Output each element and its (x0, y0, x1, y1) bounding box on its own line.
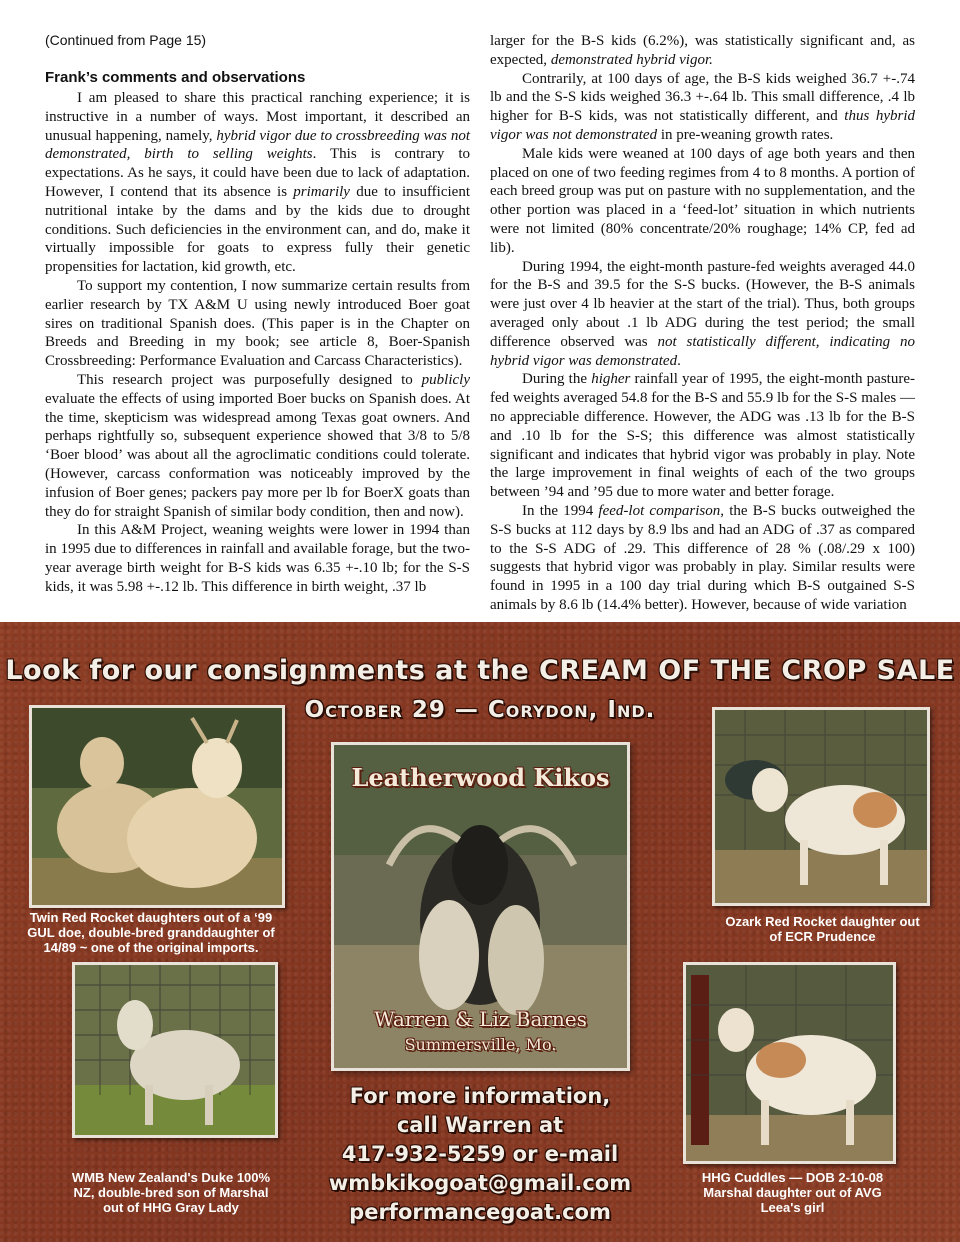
body-text: Contrarily, at 100 days of age, the B-S kids weighed 36.7 +-.74 lb and the S-S kids weighed 36.3 +-.64 lb. This small difference, .4 lb higher for B-S kids, was not statistically different, and (490, 70, 915, 125)
body-text: . This is contrary to expectations. As he says, it could have been due to lack of adaptation. However, I contend that its absence is (45, 146, 470, 200)
contact-email[interactable]: wmbkikogoat@gmail.com (328, 1171, 632, 1195)
body-text: This research project was purposefully designed to (77, 371, 422, 388)
body-text: To support my contention, I now summarize certain results from earlier research by TX A&M U using newly introduced Boer goat sires on traditional Spanish does. (This paper is in the Chapter on Breeds and Breeding in my book; see article 8, Boer-Spanish Crossbreeding: Performance Evaluation and Carcass Characteristics). (45, 277, 470, 370)
article-paragraph (490, 70, 915, 145)
italic-text: primarily (293, 183, 350, 200)
brand-name: Leatherwood Kikos (351, 763, 610, 792)
owners-name: Warren & Liz Barnes (374, 1007, 587, 1031)
article-paragraph (45, 521, 470, 596)
ad-subline: October 29 — Corydon, Ind. (304, 697, 656, 723)
advertisement (0, 622, 960, 1242)
photo-hhg-cuddles (683, 962, 896, 1164)
body-text: , the B-S bucks outweighed the S-S bucks at 112 days by 8.9 lbs and had an ADG of .37 as compared to the S-S ADG of .29. This difference of 28 % (.08/.29 x 100) suggests that hybrid vigor was probably in play. Similar results were found in 1995 in a 100 day trial during which B-S outgained S-S animals by 8.6 lb (14.4% better). However, because of wide variation (490, 502, 915, 613)
ad-headline: Look for our consignments at the CREAM OF THE CROP SALE (5, 655, 955, 686)
leatherwood-kikos-logo (331, 742, 630, 1071)
contact-phone: 417-932-5259 or e-mail (341, 1142, 619, 1166)
right-paragraphs (490, 32, 915, 615)
body-text: rainfall year of 1995, the eight-month pasture-fed weights averaged 54.8 for the B-S and 55.9 lb for the S-S males — no appreciable difference. However, the ADG was .13 lb for the B-S and .10 lb for the S-S; this difference was almost statistically significant and indicates that hybrid vigor was probably in play. Note the large improvement in final weights of each of the two groups between ’94 and ’95 due to more water and better forage. (490, 371, 915, 501)
body-text: In this A&M Project, weaning weights were lower in 1994 than in 1995 due to differences in rainfall and available forage, but the two-year average birth weight for B-S kids was 6.35 +-.10 lb; for the S-S kids, it was 5.98 +-.12 lb. This difference in birth weight, .37 lb (45, 522, 470, 595)
continued-note: (Continued from Page 15) (45, 32, 207, 48)
body-text: I am pleased to share this practical ranching experience; it is instructive in a number of ways. Most important, it described an unusual happening, namely, (45, 90, 470, 144)
contact-website[interactable]: performancegoat.com (349, 1200, 611, 1224)
body-text: During 1994, the eight-month pasture-fed weights averaged 44.0 for the B-S and 39.5 for the S-S bucks. (However, the B-S animals were just over 4 lb heavier at the start of the trial). Thus, both groups averaged only about .1 lb ADG during the test period; the small difference observed was (490, 258, 915, 350)
caption-twin-does: Twin Red Rocket daughters out of a ‘99 GUL doe, double-bred granddaughter of 14/89 ~ one of the original imports. (27, 910, 275, 955)
article-right-column (490, 32, 915, 615)
article-heading: Frank’s comments and observations (45, 69, 306, 86)
italic-text: not statistically different, indicating no hybrid vigor was demonstrated (490, 333, 915, 369)
italic-text: publicly (421, 371, 470, 388)
italic-text: demonstrated hybrid vigor. (550, 51, 713, 68)
caption-hhg-cuddles: HHG Cuddles — DOB 2-10-08 Marshal daughter out of AVG Leea's girl (701, 1170, 884, 1215)
body-text: During the (522, 371, 592, 388)
photo-twin-does (29, 705, 285, 908)
caption-nz-duke: WMB New Zealand's Duke 100% NZ, double-bred son of Marshal out of HHG Gray Lady (71, 1170, 271, 1215)
italic-text: feed-lot comparison (598, 502, 721, 519)
article-paragraph (45, 371, 470, 521)
body-text: due to insufficient nutritional intake by the dams and by the kids due to drought conditions. Such deficiencies in the environment can, and do, make it virtually impossible for goats to express fully their genetic propensities for lactation, kid growth, etc. (45, 183, 470, 276)
owners-town: Summersville, Mo. (404, 1035, 557, 1054)
article-paragraph (490, 145, 915, 258)
article-left-column (45, 68, 470, 597)
article-paragraph (490, 32, 915, 70)
article-paragraph (490, 370, 915, 502)
article-paragraph (45, 89, 470, 277)
body-text: larger for the B-S kids (6.2%), was statistically significant and, as expected, (490, 33, 915, 68)
photo-ozark-red-rocket (712, 707, 930, 906)
article-paragraph (45, 277, 470, 371)
contact-line-1: For more information, (349, 1084, 611, 1108)
italic-text: hybrid vigor due to crossbreeding was not demonstrated, birth to selling weights (45, 127, 470, 163)
left-paragraphs (45, 89, 470, 597)
article-paragraph (490, 502, 915, 615)
italic-text: higher (591, 371, 631, 388)
contact-line-2: call Warren at (396, 1113, 564, 1137)
caption-ozark-red-rocket: Ozark Red Rocket daughter out of ECR Prudence (725, 914, 920, 944)
body-text: in pre-weaning growth rates. (657, 126, 834, 143)
body-text: Male kids were weaned at 100 days of age both years and then placed on one of two feeding regimes from 4 to 8 months. A portion of each breed group was put on pasture with no supplementation, and the other portion was placed in a ‘feed-lot’ situation in which nutrients were not limited (80% concentrate/20% roughage; 14% CP, fed ad lib). (490, 145, 915, 256)
body-text: evaluate the effects of using imported Boer bucks on Spanish does. At the time, skepticism was widespread among Texas goat owners. And perhaps rightfully so, subsequent experience showed that 3/8 to 5/8 ‘Boer blood’ was about all the agroclimatic conditions could tolerate. (However, carcass conformation was noticeably improved by the infusion of Boer genes; packers pay more per lb for BoerX goats than they do for straight Spanish of similar body condition, then and now). (45, 390, 470, 520)
contact-info (310, 1082, 650, 1227)
body-text: In the 1994 (522, 502, 599, 519)
photo-nz-duke (72, 962, 278, 1138)
italic-text: thus hybrid vigor was not demonstrated (490, 108, 915, 143)
body-text: . (677, 352, 681, 369)
article-paragraph (490, 258, 915, 371)
